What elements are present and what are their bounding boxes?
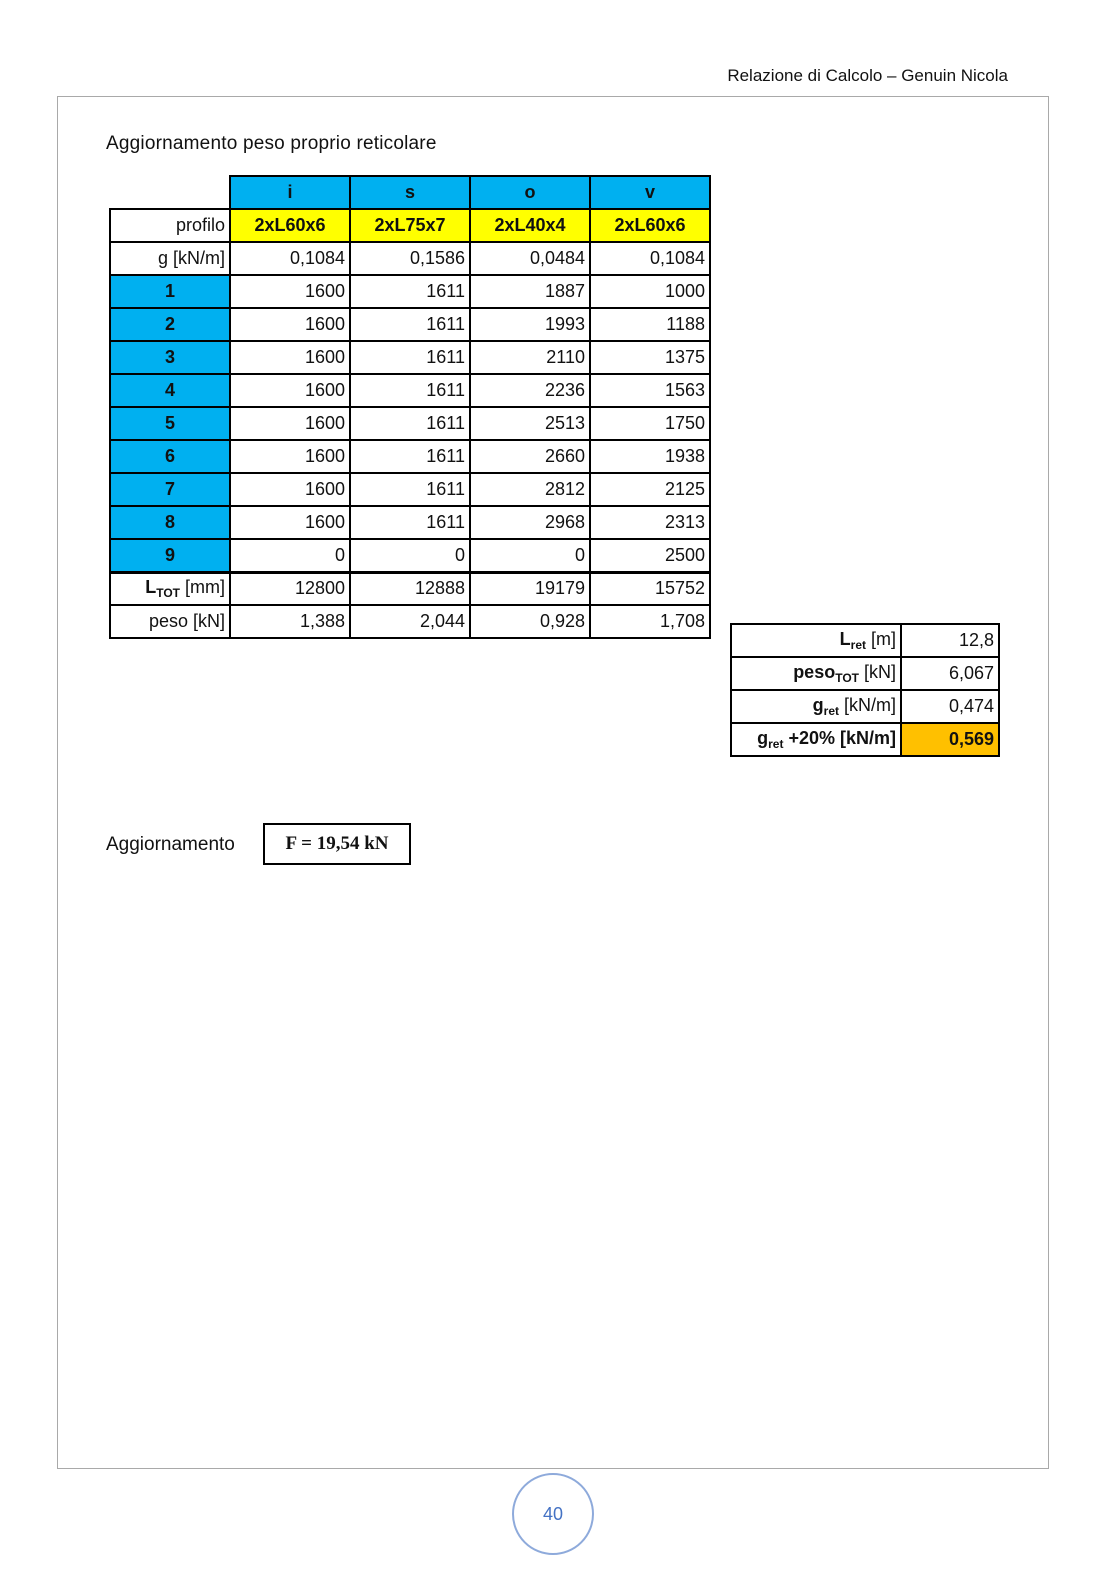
length-cell: 2660 [470, 440, 590, 473]
length-cell: 1611 [350, 440, 470, 473]
summary-main: L [839, 629, 851, 649]
length-cell: 1611 [350, 308, 470, 341]
summary-value: 12,8 [901, 624, 999, 657]
column-header-o: o [470, 176, 590, 209]
peso-cell: 1,388 [230, 605, 350, 638]
length-cell: 1188 [590, 308, 710, 341]
length-cell: 1887 [470, 275, 590, 308]
length-cell: 1600 [230, 506, 350, 539]
section-title: Aggiornamento peso proprio reticolare [106, 133, 437, 154]
peso-cell: 1,708 [590, 605, 710, 638]
length-cell: 1611 [350, 374, 470, 407]
length-cell: 2236 [470, 374, 590, 407]
running-header: Relazione di Calcolo – Genuin Nicola [727, 66, 1008, 85]
table-row [110, 473, 710, 506]
length-cell: 1375 [590, 341, 710, 374]
length-cell: 1750 [590, 407, 710, 440]
length-cell: 1600 [230, 374, 350, 407]
table-row [110, 440, 710, 473]
length-cell: 0 [470, 539, 590, 572]
table-row [110, 374, 710, 407]
profilo-label: profilo [110, 209, 230, 242]
ltot-main: L [145, 577, 157, 598]
row-number: 8 [110, 506, 230, 539]
peso-label: peso [kN] [110, 605, 230, 638]
length-cell: 2968 [470, 506, 590, 539]
summary-sub: ret [823, 704, 839, 718]
g-cell: 0,1084 [590, 242, 710, 275]
table-row [110, 506, 710, 539]
length-cell: 1600 [230, 341, 350, 374]
summary-sub: TOT [835, 671, 859, 685]
length-cell: 1611 [350, 506, 470, 539]
length-cell: 1600 [230, 275, 350, 308]
length-cell: 1611 [350, 275, 470, 308]
table-row [110, 407, 710, 440]
length-cell: 1938 [590, 440, 710, 473]
column-header-v: v [590, 176, 710, 209]
length-cell: 0 [350, 539, 470, 572]
summary-value: 0,474 [901, 690, 999, 723]
ltot-sub: TOT [156, 586, 180, 601]
column-header-row [110, 176, 710, 209]
summary-row [731, 657, 999, 690]
length-cell: 1600 [230, 308, 350, 341]
profilo-row [110, 209, 710, 242]
length-cell: 2313 [590, 506, 710, 539]
length-cell: 1600 [230, 473, 350, 506]
profilo-cell: 2xL60x6 [590, 209, 710, 242]
row-number: 1 [110, 275, 230, 308]
ltot-cell: 12888 [350, 572, 470, 605]
peso-cell: 0,928 [470, 605, 590, 638]
column-header-i: i [230, 176, 350, 209]
aggiornamento-label: Aggiornamento [106, 834, 235, 855]
length-cell: 1611 [350, 407, 470, 440]
summary-unit: [m] [866, 629, 896, 649]
profilo-cell: 2xL75x7 [350, 209, 470, 242]
summary-main: peso [793, 662, 836, 682]
summary-main: g [757, 728, 769, 748]
blank-cell [110, 176, 230, 209]
ltot-cell: 12800 [230, 572, 350, 605]
length-cell: 1611 [350, 341, 470, 374]
summary-row [731, 690, 999, 723]
row-number: 6 [110, 440, 230, 473]
row-number: 9 [110, 539, 230, 572]
table-row [110, 539, 710, 572]
summary-label [731, 624, 901, 657]
summary-label [731, 657, 901, 690]
row-number: 3 [110, 341, 230, 374]
summary-value: 6,067 [901, 657, 999, 690]
row-number: 5 [110, 407, 230, 440]
table-row [110, 308, 710, 341]
summary-table [730, 623, 1000, 757]
table-row [110, 341, 710, 374]
g-cell: 0,0484 [470, 242, 590, 275]
g-cell: 0,1084 [230, 242, 350, 275]
length-cell: 1600 [230, 407, 350, 440]
peso-row [110, 605, 710, 638]
profilo-cell: 2xL60x6 [230, 209, 350, 242]
summary-sub: ret [768, 737, 784, 751]
length-cell: 1000 [590, 275, 710, 308]
aggiornamento-result-box: F = 19,54 kN [263, 823, 411, 865]
length-cell: 1563 [590, 374, 710, 407]
length-cell: 0 [230, 539, 350, 572]
summary-label [731, 723, 901, 756]
summary-unit: [kN/m] [839, 695, 896, 715]
summary-unit: +20% [kN/m] [783, 728, 896, 748]
length-cell: 2513 [470, 407, 590, 440]
summary-highlight-value: 0,569 [901, 723, 999, 756]
length-cell: 1611 [350, 473, 470, 506]
column-header-s: s [350, 176, 470, 209]
g-label: g [kN/m] [110, 242, 230, 275]
g-cell: 0,1586 [350, 242, 470, 275]
summary-unit: [kN] [858, 662, 896, 682]
profilo-cell: 2xL40x4 [470, 209, 590, 242]
row-number: 7 [110, 473, 230, 506]
ltot-cell: 19179 [470, 572, 590, 605]
profile-weight-table [109, 175, 711, 639]
table-row [110, 275, 710, 308]
row-number: 4 [110, 374, 230, 407]
length-cell: 1600 [230, 440, 350, 473]
peso-cell: 2,044 [350, 605, 470, 638]
length-cell: 2500 [590, 539, 710, 572]
summary-main: g [812, 695, 824, 715]
row-number: 2 [110, 308, 230, 341]
ltot-row [110, 572, 710, 605]
summary-label [731, 690, 901, 723]
ltot-unit: [mm] [180, 577, 225, 598]
summary-row [731, 624, 999, 657]
g-row [110, 242, 710, 275]
page-number: 40 [512, 1473, 594, 1555]
summary-sub: ret [850, 638, 866, 652]
ltot-cell: 15752 [590, 572, 710, 605]
length-cell: 2125 [590, 473, 710, 506]
length-cell: 2110 [470, 341, 590, 374]
length-cell: 1993 [470, 308, 590, 341]
ltot-label [110, 572, 230, 605]
summary-row [731, 723, 999, 756]
length-cell: 2812 [470, 473, 590, 506]
